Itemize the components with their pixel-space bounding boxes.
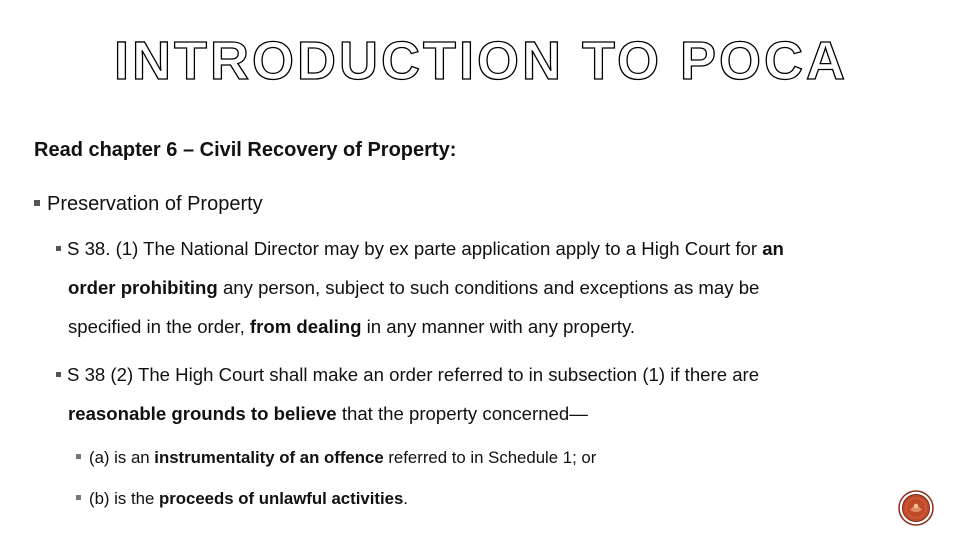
- item-a-pre: (a) is an: [89, 448, 155, 467]
- bullet-s38-1: [56, 229, 936, 346]
- s38-2-line1: S 38 (2) The High Court shall make an order referred to in subsection (1) if there are: [67, 364, 760, 385]
- item-b-post: .: [403, 489, 408, 508]
- s38-1-line3-post: in any manner with any property.: [361, 316, 636, 337]
- item-a-post: referred to in Schedule 1; or: [383, 448, 597, 467]
- s38-2-bold: reasonable grounds to believe: [68, 403, 337, 424]
- institutional-seal-icon: [898, 490, 934, 526]
- square-bullet-icon: [34, 200, 40, 206]
- s38-1-bold-dealing: from dealing: [249, 316, 362, 337]
- square-bullet-icon: [56, 246, 61, 251]
- item-b-bold: proceeds of unlawful activities: [158, 489, 404, 508]
- item-a-bold: instrumentality of an offence: [154, 448, 384, 467]
- s38-2-line2-post: that the property concerned—: [336, 403, 588, 424]
- bullet-preservation-text: Preservation of Property: [47, 193, 263, 215]
- s38-1-line3-pre: specified in the order,: [68, 316, 250, 337]
- square-bullet-icon: [76, 454, 81, 459]
- square-bullet-icon: [56, 372, 61, 377]
- s38-1-bold-order: order prohibiting: [68, 277, 218, 298]
- bullet-item-a: [76, 448, 596, 468]
- bullet-s38-2: [56, 355, 936, 433]
- chapter-heading: Read chapter 6 – Civil Recovery of Property:: [34, 139, 457, 161]
- bullet-preservation: [34, 193, 263, 216]
- slide-title: INTRODUCTION TO POCA: [114, 31, 848, 91]
- item-b-pre: (b) is the: [89, 489, 159, 508]
- bullet-item-b: [76, 489, 408, 509]
- square-bullet-icon: [76, 495, 81, 500]
- s38-1-mid: any person, subject to such conditions and exceptions as may be: [217, 277, 760, 298]
- s38-1-bold-an: an: [762, 238, 784, 259]
- s38-1-prefix: S 38. (1) The National Director may by ex parte application apply to a High Court for: [67, 238, 763, 259]
